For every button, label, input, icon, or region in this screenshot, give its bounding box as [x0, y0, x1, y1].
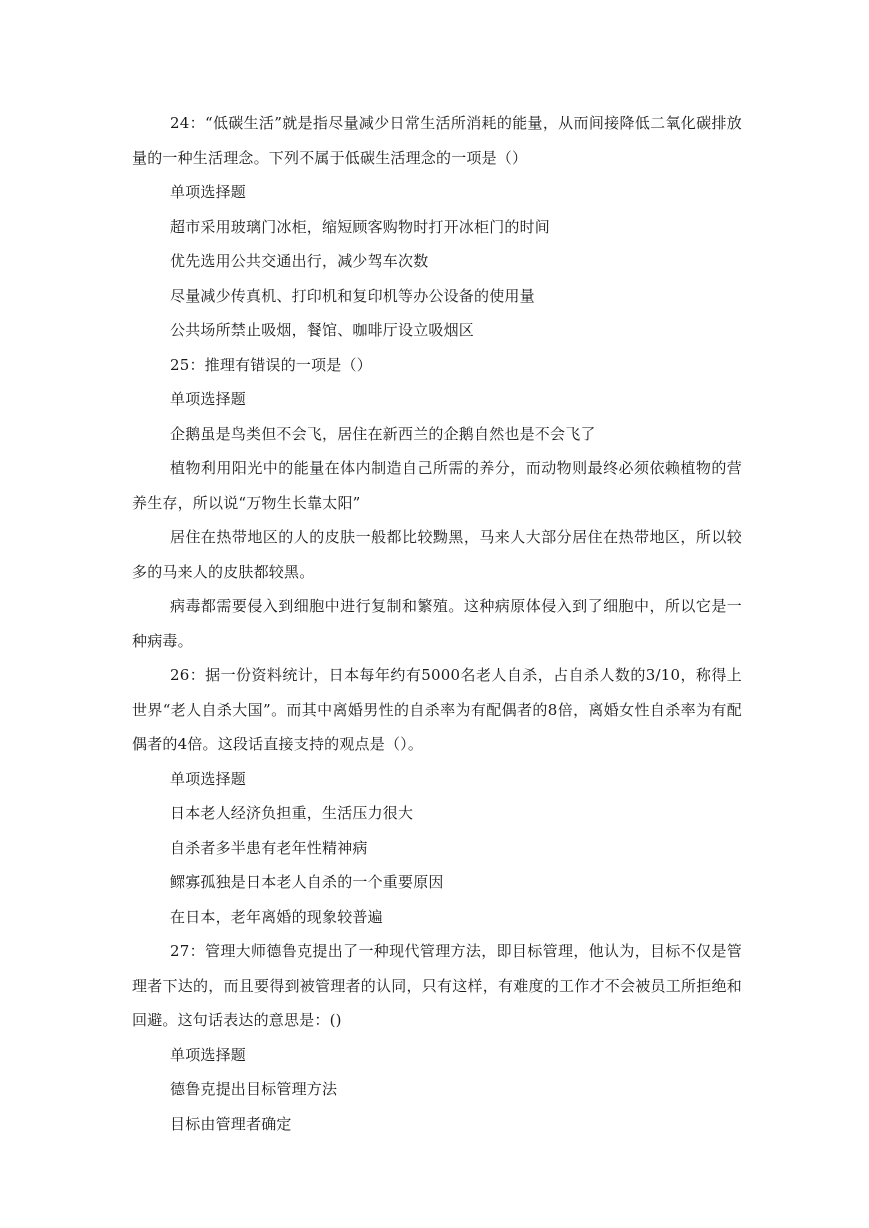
- question-24-option-b: 优先选用公共交通出行，减少驾车次数: [170, 252, 429, 270]
- question-25-type: 单项选择题: [170, 390, 247, 408]
- question-25-stem: 25：推理有错误的一项是（）: [170, 355, 372, 374]
- question-24-type: 单项选择题: [170, 183, 247, 201]
- question-27-option-b: 目标由管理者确定: [170, 1114, 292, 1133]
- question-26-option-d: 在日本，老年离婚的现象较普遍: [170, 907, 383, 926]
- question-24-option-a: 超市采用玻璃门冰柜，缩短顾客购物时打开冰柜门的时间: [170, 217, 551, 236]
- question-24-option-c: 尽量减少传真机、打印机和复印机等办公设备的使用量: [170, 286, 535, 305]
- question-25-option-a: 企鹅虽是鸟类但不会飞，居住在新西兰的企鹅自然也是不会飞了: [170, 424, 596, 443]
- question-26-type: 单项选择题: [170, 769, 247, 788]
- question-26-stem: 26：据一份资料统计，日本每年约有5000名老人自杀，占自杀人数的3/10，称得上世界“老人自杀大国”。而其中离婚男性的自杀率为有配偶者的8倍，离婚女性自杀率为有配偶者的4倍。这段话直接支持的观点是（）。: [132, 666, 742, 753]
- question-24-stem: 24：“低碳生活”就是指尽量减少日常生活所消耗的能量，从而间接降低二氧化碳排放量的一种生活理念。下列不属于低碳生活理念的一项是（）: [132, 114, 742, 167]
- question-25-option-c: 居住在热带地区的人的皮肤一般都比较黝黑，马来人大部分居住在热带地区，所以较多的马来人的皮肤都较黑。: [132, 528, 742, 581]
- question-25-option-b: 植物利用阳光中的能量在体内制造自己所需的养分，而动物则最终必须依赖植物的营养生存，所以说“万物生长靠太阳”: [132, 459, 742, 512]
- question-27-option-a: 德鲁克提出目标管理方法: [170, 1080, 338, 1098]
- question-26-option-a: 日本老人经济负担重，生活压力很大: [170, 804, 414, 822]
- question-24-option-d: 公共场所禁止吸烟，餐馆、咖啡厅设立吸烟区: [170, 321, 475, 339]
- question-27-stem: 27：管理大师德鲁克提出了一种现代管理方法，即目标管理，他认为，目标不仅是管理者下达的，而且要得到被管理者的认同，只有这样，有难度的工作才不会被员工所拒绝和回避。这句话表达的意思是：(): [132, 942, 742, 1029]
- question-list: [132, 106, 742, 1141]
- question-26-option-b: 自杀者多半患有老年性精神病: [170, 838, 368, 857]
- question-27-type: 单项选择题: [170, 1045, 247, 1064]
- question-25-option-d: 病毒都需要侵入到细胞中进行复制和繁殖。这种病原体侵入到了细胞中，所以它是一种病毒。: [132, 597, 742, 650]
- question-26-option-c: 鳏寡孤独是日本老人自杀的一个重要原因: [170, 873, 444, 891]
